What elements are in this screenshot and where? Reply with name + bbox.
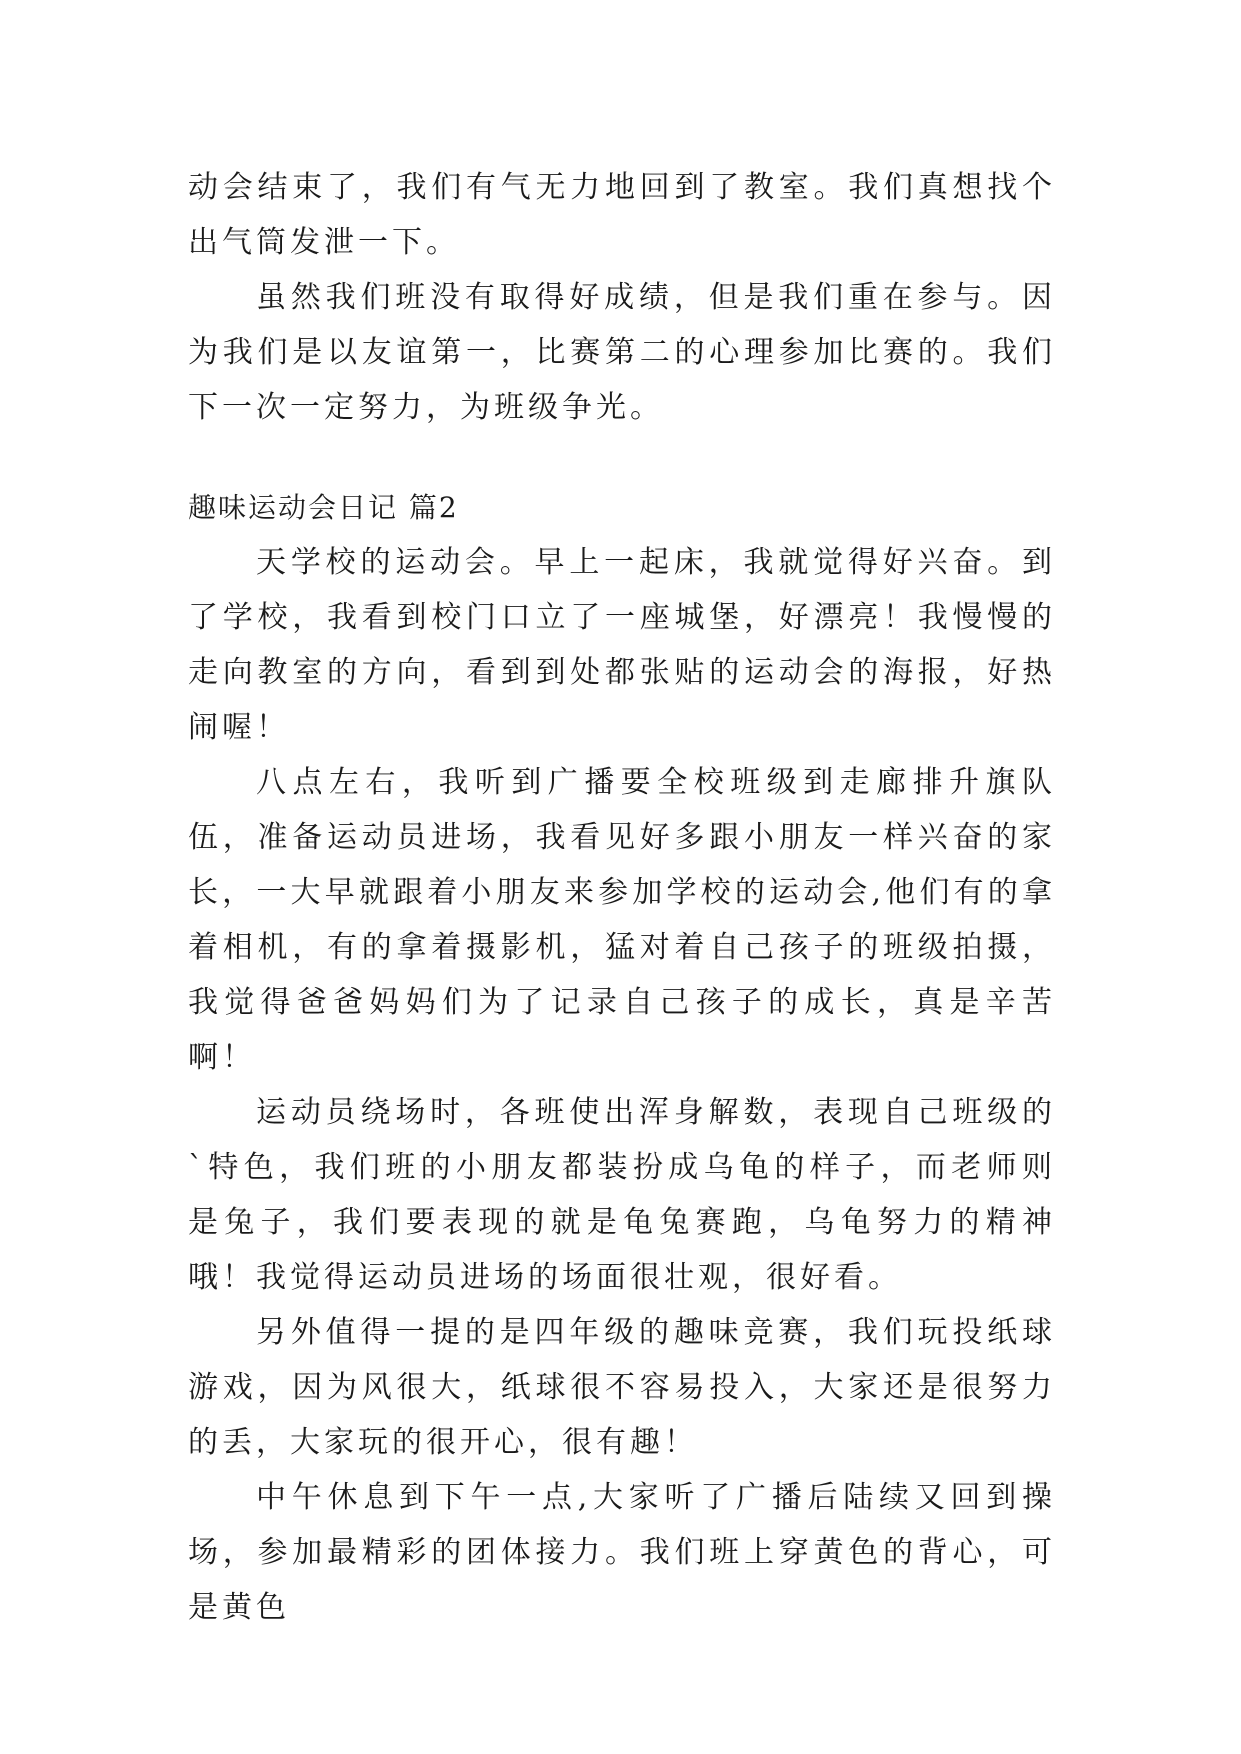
paragraph: 动会结束了，我们有气无力地回到了教室。我们真想找个出气筒发泄一下。 (188, 170, 1056, 260)
paragraph: 虽然我们班没有取得好成绩，但是我们重在参与。因为我们是以友谊第一，比赛第二的心理参加比赛的。我们下一次一定努力，为班级争光。 (188, 280, 1056, 425)
section-heading: 趣味运动会日记 篇2 (188, 491, 459, 524)
document-body (188, 160, 1056, 1635)
paragraph: 八点左右，我听到广播要全校班级到走廊排升旗队伍，准备运动员进场，我看见好多跟小朋友一样兴奋的家长，一大早就跟着小朋友来参加学校的运动会,他们有的拿着相机，有的拿着摄影机，猛对着自己孩子的班级拍摄，我觉得爸爸妈妈们为了记录自己孩子的成长，真是辛苦啊！ (188, 765, 1056, 1075)
paragraph: 运动员绕场时，各班使出浑身解数，表现自己班级的`特色，我们班的小朋友都装扮成乌龟的样子，而老师则是兔子，我们要表现的就是龟兔赛跑，乌龟努力的精神哦！我觉得运动员进场的场面很壮观，很好看。 (188, 1095, 1056, 1295)
paragraph: 中午休息到下午一点,大家听了广播后陆续又回到操场，参加最精彩的团体接力。我们班上穿黄色的背心，可是黄色 (188, 1480, 1056, 1625)
paragraph: 另外值得一提的是四年级的趣味竞赛，我们玩投纸球游戏，因为风很大，纸球很不容易投入，大家还是很努力的丢，大家玩的很开心，很有趣！ (188, 1315, 1056, 1460)
paragraph: 天学校的运动会。早上一起床，我就觉得好兴奋。到了学校，我看到校门口立了一座城堡，好漂亮！我慢慢的走向教室的方向，看到到处都张贴的运动会的海报，好热闹喔！ (188, 545, 1056, 745)
